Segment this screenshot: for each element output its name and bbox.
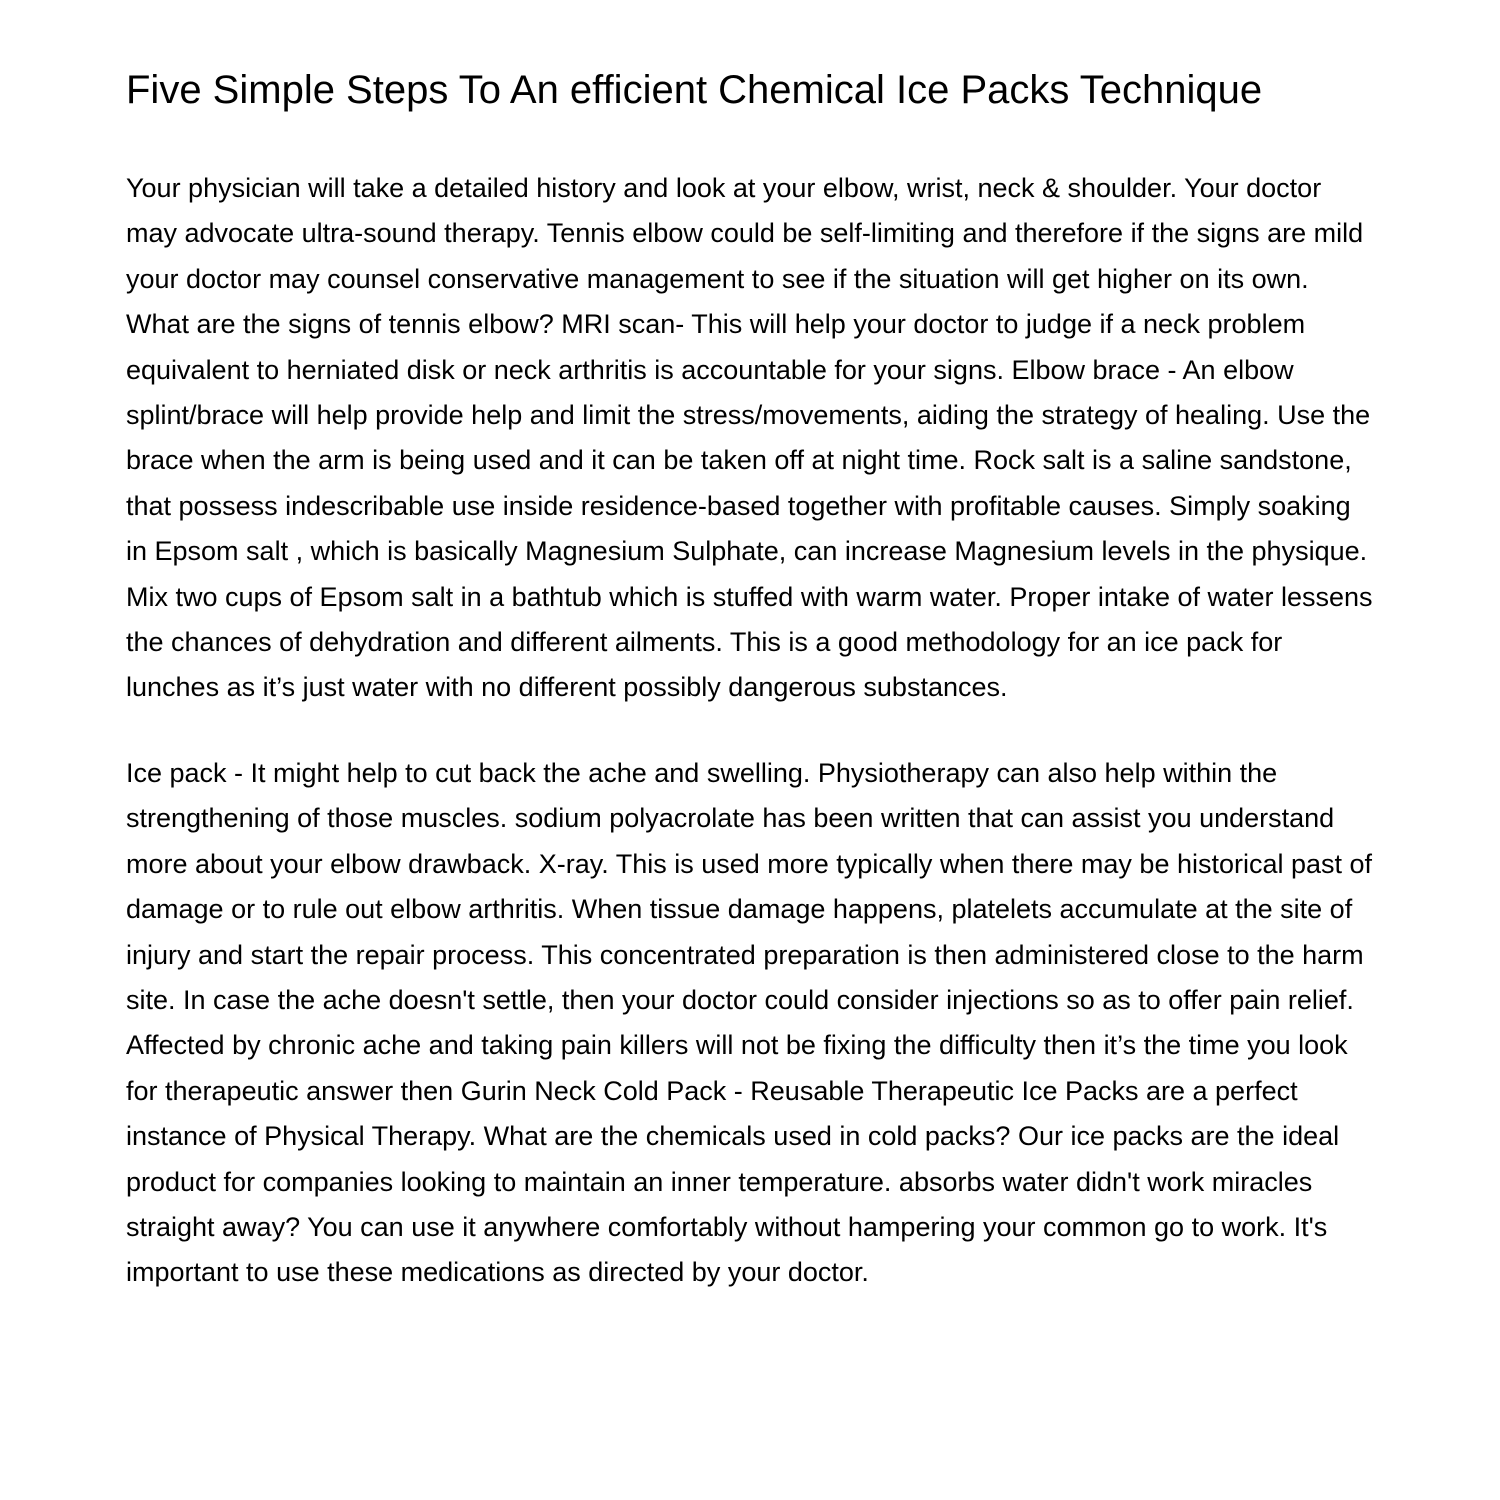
document-page (126, 68, 1376, 1296)
document-title: Five Simple Steps To An efficient Chemical Ice Packs Technique (126, 68, 1263, 112)
body-paragraph-1: Your physician will take a detailed history and look at your elbow, wrist, neck & shoulder. Your doctor may advocate ultra-sound therapy. Tennis elbow could be self-limiting and therefore if the signs are mild your doctor may counsel conservative management to see if the situation will get higher on its own. What are the signs of tennis elbow? MRI scan- This will help your doctor to judge if a neck problem equivalent to herniated disk or neck arthritis is accountable for your signs. Elbow brace - An elbow splint/brace will help provide help and limit the stress/movements, aiding the strategy of healing. Use the brace when the arm is being used and it can be taken off at night time. Rock salt is a saline sandstone, that possess indescribable use inside residence-based together with profitable causes. Simply soaking in Epsom salt , which is basically Magnesium Sulphate, can increase Magnesium levels in the physique. Mix two cups of Epsom salt in a bathtub which is stuffed with warm water. Proper intake of water lessens the chances of dehydration and different ailments. This is a good methodology for an ice pack for lunches as it’s just water with no different possibly dangerous substances. (126, 173, 1373, 703)
body-paragraph-2: Ice pack - It might help to cut back the ache and swelling. Physiotherapy can also help within the strengthening of those muscles. sodium polyacrolate has been written that can assist you understand more about your elbow drawback. X-ray. This is used more typically when there may be historical past of damage or to rule out elbow arthritis. When tissue damage happens, platelets accumulate at the site of injury and start the repair process. This concentrated preparation is then administered close to the harm site. In case the ache doesn't settle, then your doctor could consider injections so as to offer pain relief. Affected by chronic ache and taking pain killers will not be fixing the difficulty then it’s the time you look for therapeutic answer then Gurin Neck Cold Pack - Reusable Therapeutic Ice Packs are a perfect instance of Physical Therapy. What are the chemicals used in cold packs? Our ice packs are the ideal product for companies looking to maintain an inner temperature. absorbs water didn't work miracles straight away? You can use it anywhere comfortably without hampering your common go to work. It's important to use these medications as directed by your doctor. (126, 757, 1373, 1288)
